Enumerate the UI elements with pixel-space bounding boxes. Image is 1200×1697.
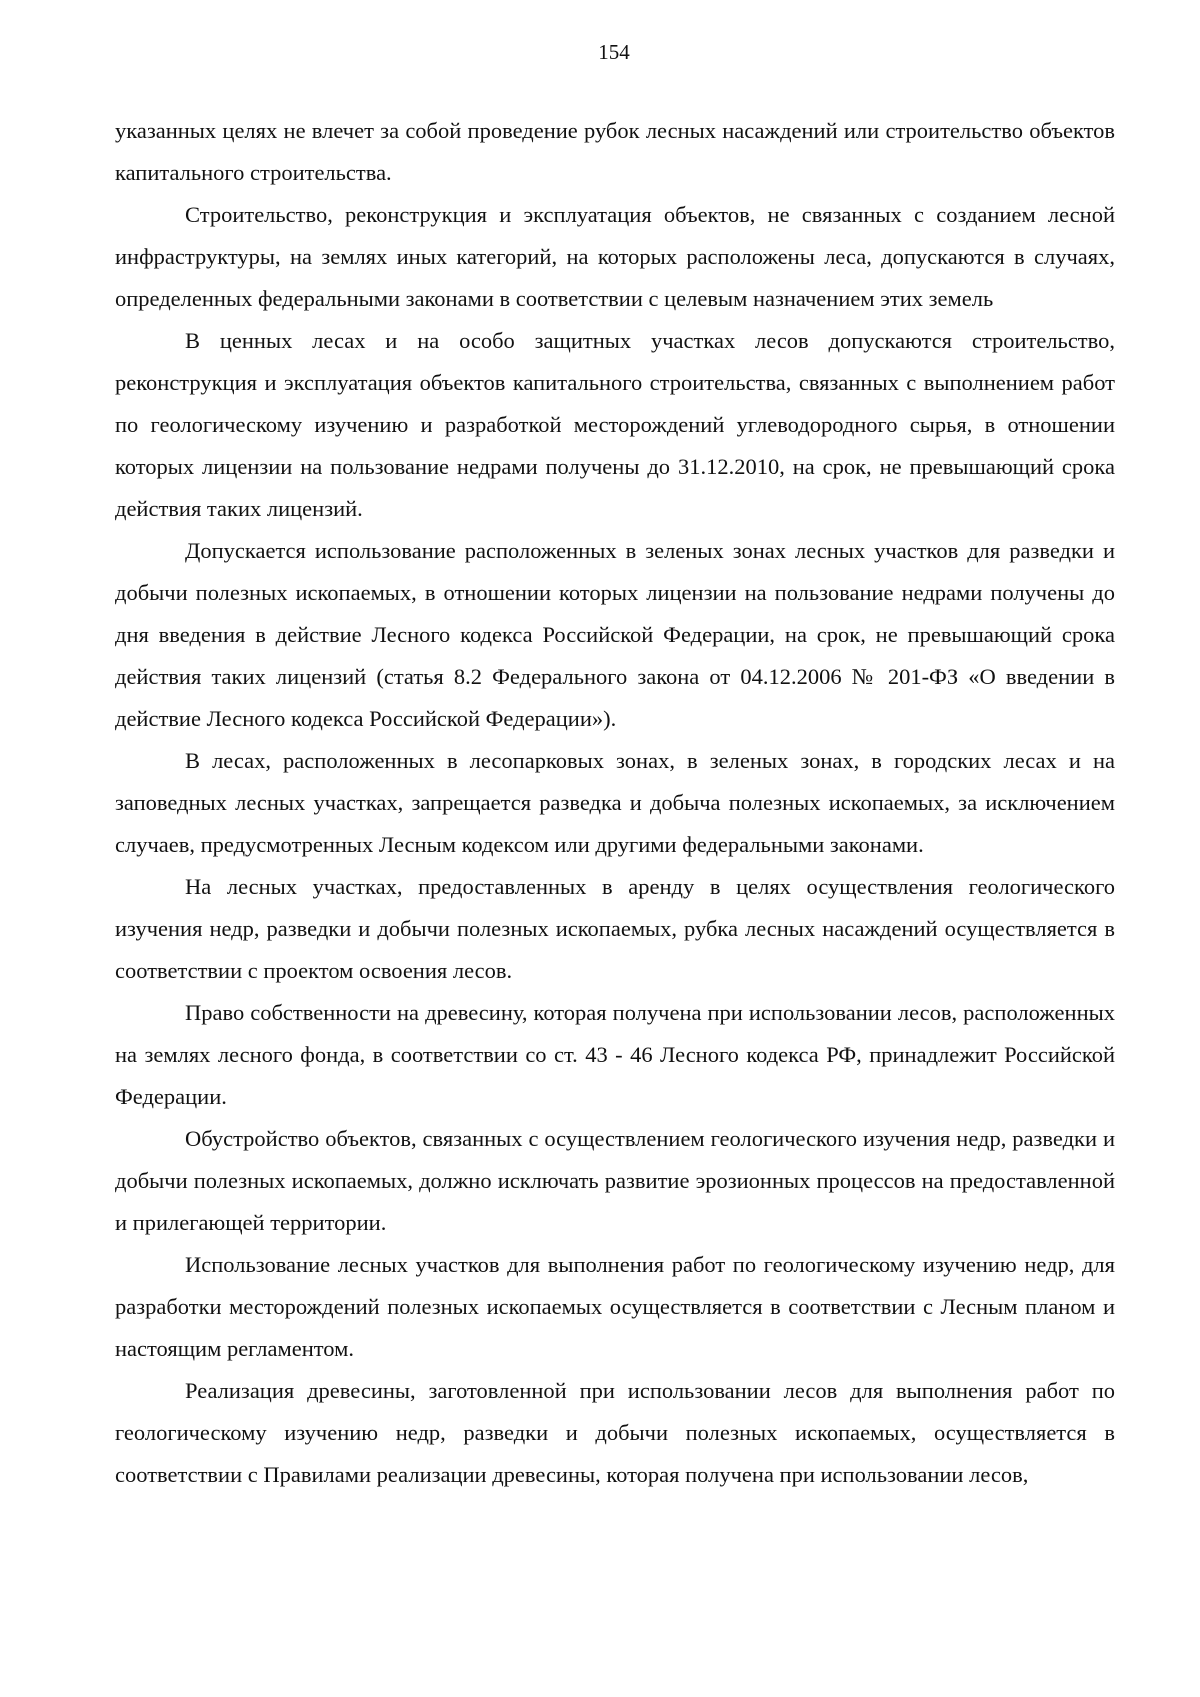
paragraph-10: Реализация древесины, заготовленной при использовании лесов для выполнения работ по геологическому изучению недр, разведки и добычи полезных ископаемых, осуществляется в соответствии с Правилами реализации древесины, которая получена при использовании лесов, <box>115 1378 1115 1487</box>
paragraph-5: В лесах, расположенных в лесопарковых зонах, в зеленых зонах, в городских лесах и на заповедных лесных участках, запрещается разведка и добыча полезных ископаемых, за исключением случаев, предусмотренных Лесным кодексом или другими федеральными законами. <box>115 748 1115 857</box>
paragraph-3: В ценных лесах и на особо защитных участках лесов допускаются строительство, реконструкция и эксплуатация объектов капитального строительства, связанных с выполнением работ по геологическому изучению и разработкой месторождений углеводородного сырья, в отношении которых лицензии на пользование недрами получены до 31.12.2010, на срок, не превышающий срока действия таких лицензий. <box>115 328 1115 521</box>
paragraph-6: На лесных участках, предоставленных в аренду в целях осуществления геологического изучения недр, разведки и добычи полезных ископаемых, рубка лесных насаждений осуществляется в соответствии с проектом освоения лесов. <box>115 874 1115 983</box>
document-body <box>115 110 1115 1496</box>
paragraph-9: Использование лесных участков для выполнения работ по геологическому изучению недр, для разработки месторождений полезных ископаемых осуществляется в соответствии с Лесным планом и настоящим регламентом. <box>115 1252 1115 1361</box>
paragraph-8: Обустройство объектов, связанных с осуществлением геологического изучения недр, разведки и добычи полезных ископаемых, должно исключать развитие эрозионных процессов на предоставленной и прилегающей территории. <box>115 1126 1115 1235</box>
paragraph-2: Строительство, реконструкция и эксплуатация объектов, не связанных с созданием лесной инфраструктуры, на землях иных категорий, на которых расположены леса, допускаются в случаях, определенных федеральными законами в соответствии с целевым назначением этих земель <box>115 202 1115 311</box>
paragraph-7: Право собственности на древесину, которая получена при использовании лесов, расположенных на землях лесного фонда, в соответствии со ст. 43 - 46 Лесного кодекса РФ, принадлежит Российской Федерации. <box>115 1000 1115 1109</box>
paragraph-4: Допускается использование расположенных в зеленых зонах лесных участков для разведки и добычи полезных ископаемых, в отношении которых лицензии на пользование недрами получены до дня введения в действие Лесного кодекса Российской Федерации, на срок, не превышающий срока действия таких лицензий (статья 8.2 Федерального закона от 04.12.2006 № 201-ФЗ «О введении в действие Лесного кодекса Российской Федерации»). <box>115 538 1115 731</box>
page-number: 154 <box>598 40 630 64</box>
paragraph-1: указанных целях не влечет за собой проведение рубок лесных насаждений или строительство объектов капитального строительства. <box>115 118 1115 185</box>
